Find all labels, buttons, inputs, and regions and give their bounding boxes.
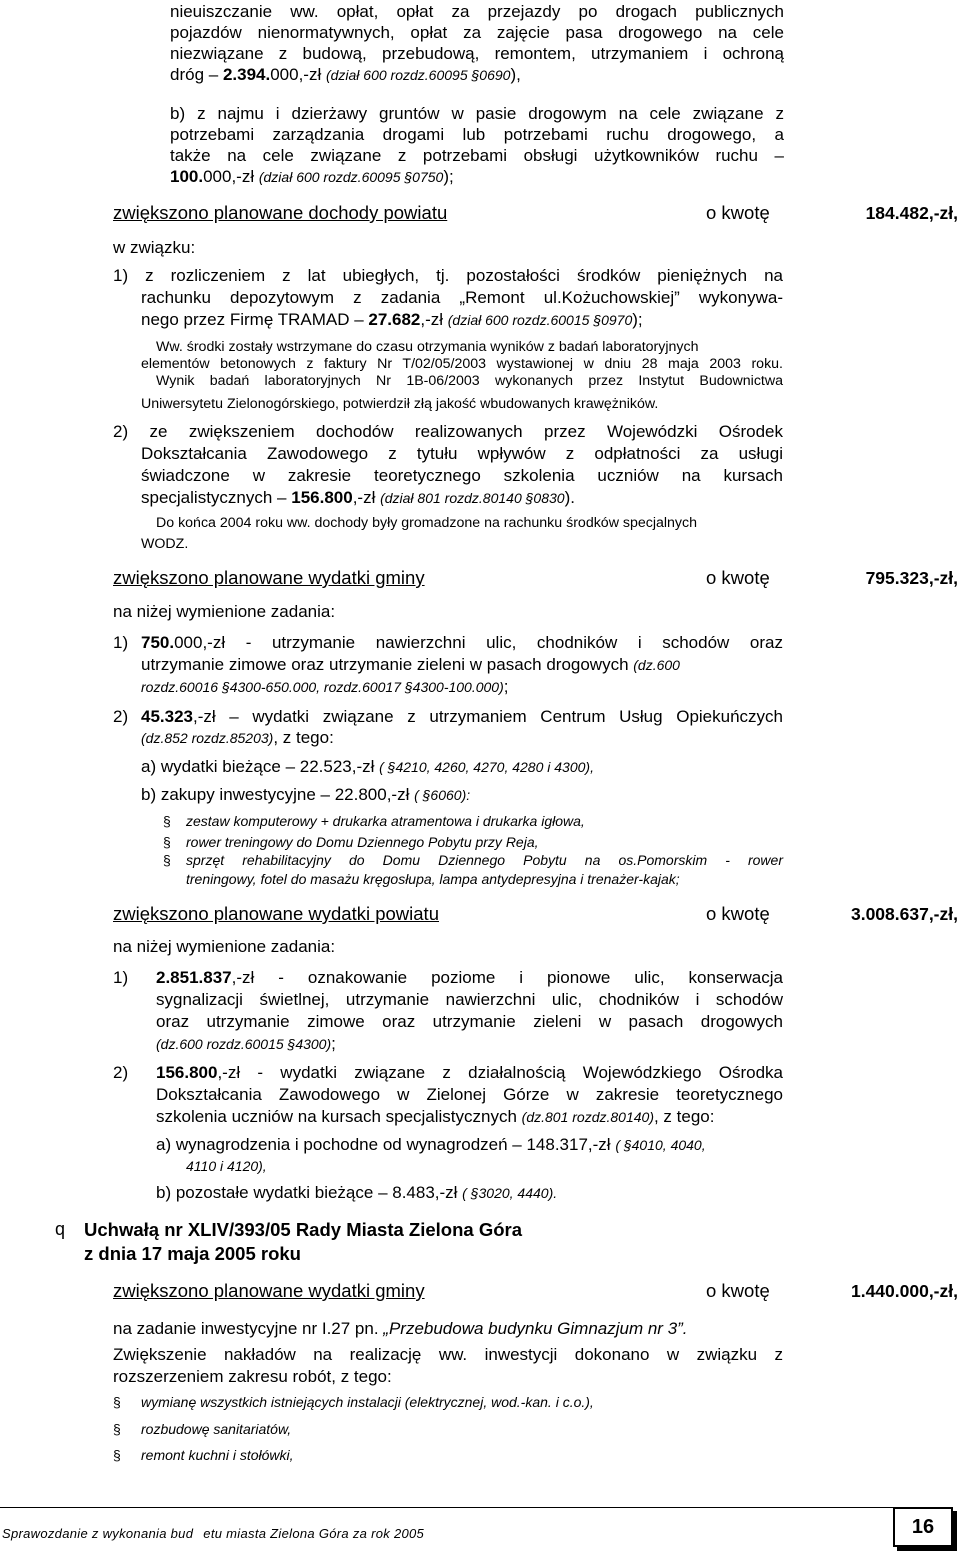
bullet-item: § rozbudowę sanitariatów, <box>113 1419 291 1440</box>
section-heading: zwiększono planowane wydatki gminy <box>113 1280 425 1301</box>
list-item: 2.851.837,-zł - oznakowanie poziome i pionowe ulic, konserwacja <box>156 968 783 987</box>
section-bullet-icon: § <box>113 1447 121 1463</box>
list-item: Dokształcania Zawodowego z tytułu wpływów z odpłatności za usługi <box>141 444 783 463</box>
list-item: 2) ze zwiększeniem dochodów realizowanych przez Wojewódzki Ośrodek <box>113 422 783 441</box>
bullet-item: § sprzęt rehabilitacyjny do Domu Dziennego Pobytu na os.Pomorskim - rower <box>163 850 783 871</box>
intro-text: na niżej wymienione zadania: <box>113 602 336 621</box>
section-bullet-icon: § <box>113 1421 121 1437</box>
list-number: 1) <box>113 633 129 652</box>
note-line: elementów betonowych z faktury Nr T/02/05/2003 wystawionej w dniu 28 maja 2003 roku. <box>141 356 783 372</box>
list-item: sygnalizacji świetlnej, utrzymanie nawierzchni ulic, chodników i schodów <box>156 990 783 1009</box>
amount: 3.008.637,-zł, <box>850 904 958 924</box>
list-item: Dokształcania Zawodowego w Zielonej Górze w zakresie teoretycznego <box>156 1085 783 1104</box>
list-item: 156.800,-zł - wydatki związane z działalnością Wojewódzkiego Ośrodka <box>156 1063 783 1082</box>
sub-item-cont: 4110 i 4120), <box>186 1158 267 1174</box>
list-item: utrzymanie zimowe oraz utrzymanie zieleni w pasach drogowych (dz.600 <box>141 655 680 674</box>
list-number: 1) <box>113 968 129 987</box>
list-item: 45.323,-zł – wydatki związane z utrzymaniem Centrum Usług Opiekuńczych <box>141 707 783 726</box>
para-line: nieuiszczanie ww. opłat, opłat za przejazdy po drogach publicznych <box>170 2 784 21</box>
sub-item: a) wydatki bieżące – 22.523,-zł ( §4210, 4260, 4270, 4280 i 4300), <box>141 757 594 776</box>
section-bullet-icon: § <box>163 813 171 829</box>
kwota-label: o kwotę <box>706 903 770 924</box>
para-line: pojazdów nienormatywnych, opłat za zajęcie pasa drogowego na cele <box>170 23 784 42</box>
para-line: niezwiązane z budową, przebudową, remontem, utrzymaniem i ochroną <box>170 44 784 63</box>
section-bullet-icon: § <box>113 1394 121 1410</box>
list-item: rozdz.60016 §4300-650.000, rozdz.60017 §4300-100.000); <box>141 677 509 696</box>
list-item: oraz utrzymanie zimowe oraz utrzymanie zieleni w pasach drogowych <box>156 1012 783 1031</box>
intro-text: w związku: <box>113 238 196 257</box>
para-line: 100.000,-zł (dział 600 rozdz.60095 §0750); <box>170 167 454 186</box>
bullet-item-cont: treningowy, fotel do masażu kręgosłupa, lampa antydepresyjna i trenażer-kajak; <box>186 871 680 887</box>
list-item: rachunku depozytowym z zadania „Remont ul.Kożuchowskiej” wykonywa- <box>141 288 783 307</box>
sub-item: b) zakupy inwestycyjne – 22.800,-zł ( §6060): <box>141 785 471 804</box>
page-number: 16 <box>911 1516 935 1538</box>
resolution-title: Uchwałą nr XLIV/393/05 Rady Miasta Zielona Góra <box>84 1219 522 1240</box>
list-item: nego przez Firmę TRAMAD – 27.682,-zł (dział 600 rozdz.60015 §0970); <box>141 310 643 329</box>
kwota-label: o kwotę <box>706 1280 770 1301</box>
note-line: WODZ. <box>141 536 189 552</box>
amount: 1.440.000,-zł, <box>850 1281 958 1301</box>
intro-text: na niżej wymienione zadania: <box>113 937 336 956</box>
kwota-label: o kwotę <box>706 202 770 223</box>
kwota-label: o kwotę <box>706 567 770 588</box>
bullet-item: § rower treningowy do Domu Dziennego Pobytu przy Reja, <box>163 832 539 853</box>
list-item: (dz.600 rozdz.60015 §4300); <box>156 1034 336 1053</box>
footer-title: Sprawozdanie z wykonania bud etu miasta Zielona Góra za rok 2005 <box>2 1526 425 1541</box>
section-heading: zwiększono planowane wydatki gminy <box>113 567 425 588</box>
sub-item: a) wynagrodzenia i pochodne od wynagrodzeń – 148.317,-zł ( §4010, 4040, <box>156 1135 706 1154</box>
list-number: 2) <box>113 707 129 726</box>
para-line: także na cele związane z potrzebami obsługi użytkowników ruchu – <box>170 146 784 165</box>
bullet-item: § wymianę wszystkich istniejących instalacji (elektrycznej, wod.-kan. i c.o.), <box>113 1392 594 1413</box>
note-line: Uniwersytetu Zielonogórskiego, potwierdził złą jakość wbudowanych krawężników. <box>141 396 659 412</box>
para-line: rozszerzeniem zakresu robót, z tego: <box>113 1367 392 1386</box>
para-line: b) z najmu i dzierżawy gruntów w pasie drogowym na cele związane z <box>170 104 784 123</box>
note-line: Wynik badań laboratoryjnych Nr 1B-06/2003 wykonanych przez Instytut Budownictwa <box>156 373 783 389</box>
list-item: specjalistycznych – 156.800,-zł (dział 801 rozdz.80140 §0830). <box>141 488 575 507</box>
resolution-date: z dnia 17 maja 2005 roku <box>84 1243 301 1264</box>
section-heading: zwiększono planowane wydatki powiatu <box>113 903 439 924</box>
page-number-box <box>893 1507 953 1547</box>
para-line: dróg – 2.394.000,-zł (dział 600 rozdz.60095 §0690), <box>170 65 521 84</box>
para-line: Zwiększenie nakładów na realizację ww. inwestycji dokonano w związku z <box>113 1345 783 1364</box>
amount: 795.323,-zł, <box>865 568 958 588</box>
list-item: 1) z rozliczeniem z lat ubiegłych, tj. pozostałości środków pieniężnych na <box>113 266 783 285</box>
list-item: (dz.852 rozdz.85203), z tego: <box>141 728 334 747</box>
section-bullet-icon: § <box>163 834 171 850</box>
list-item: 750.000,-zł - utrzymanie nawierzchni ulic, chodników i schodów oraz <box>141 633 783 652</box>
note-line: Do końca 2004 roku ww. dochody były gromadzone na rachunku środków specjalnych <box>156 515 698 531</box>
para-line: potrzebami zarządzania drogami lub potrzebami ruchu drogowego, a <box>170 125 784 144</box>
bullet-item: § zestaw komputerowy + drukarka atramentowa i drukarka igłowa, <box>163 811 585 832</box>
bullet-item: § remont kuchni i stołówki, <box>113 1445 294 1466</box>
sub-item: b) pozostałe wydatki bieżące – 8.483,-zł ( §3020, 4440). <box>156 1183 558 1202</box>
list-item: szkolenia uczniów na kursach specjalistycznych (dz.801 rozdz.80140), z tego: <box>156 1107 715 1126</box>
section-marker-icon: q <box>55 1219 66 1239</box>
note-line: Ww. środki zostały wstrzymane do czasu otrzymania wyników z badań laboratoryjnych <box>156 339 699 355</box>
footer-divider <box>0 1507 893 1508</box>
task-line: na zadanie inwestycyjne nr I.27 pn. „Przebudowa budynku Gimnazjum nr 3”. <box>113 1319 688 1338</box>
amount: 184.482,-zł, <box>865 203 958 223</box>
list-number: 2) <box>113 1063 129 1082</box>
section-bullet-icon: § <box>163 852 171 868</box>
list-item: świadczone w zakresie teoretycznego szkolenia uczniów na kursach <box>141 466 783 485</box>
section-heading: zwiększono planowane dochody powiatu <box>113 202 448 223</box>
